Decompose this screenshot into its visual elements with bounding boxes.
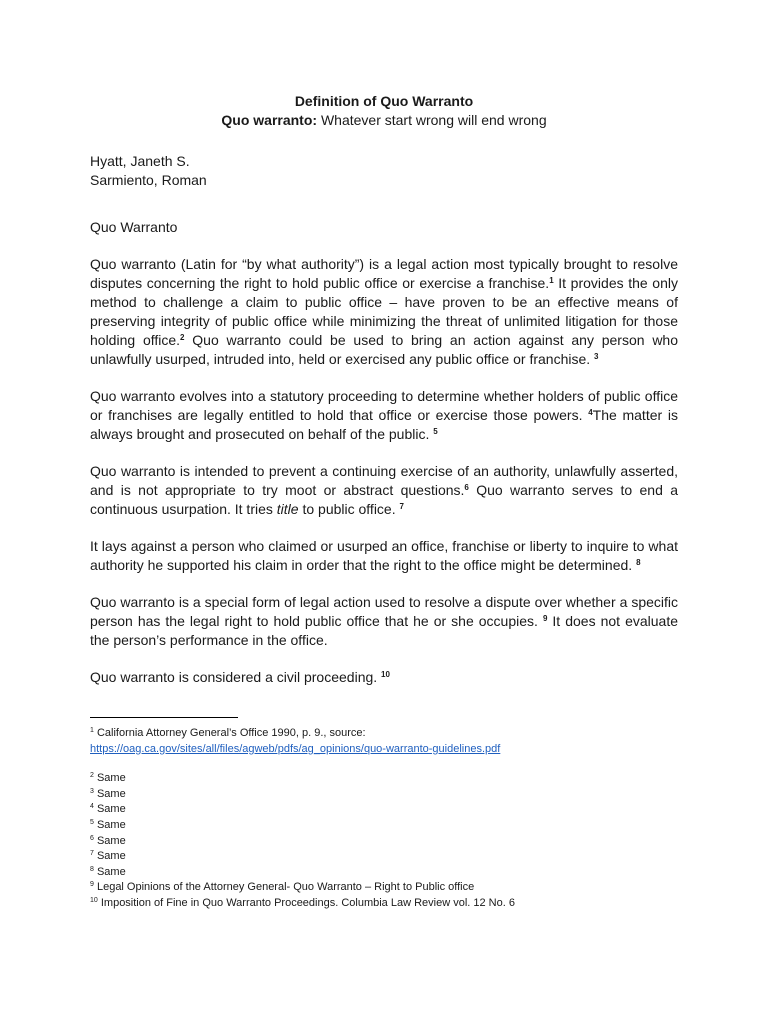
footnote-text: Same bbox=[93, 850, 126, 863]
footnote-ref[interactable]: 4 bbox=[588, 408, 593, 417]
paragraph-civil bbox=[90, 668, 678, 687]
footnote-ref[interactable]: 10 bbox=[381, 670, 390, 679]
footnote-separator bbox=[90, 717, 238, 718]
footnote-gap bbox=[90, 757, 678, 771]
footnote-text: Same bbox=[93, 834, 126, 847]
footnote-7 bbox=[90, 849, 678, 865]
footnote-3 bbox=[90, 787, 678, 803]
footnote-5 bbox=[90, 818, 678, 834]
footnote-ref[interactable]: 3 bbox=[594, 352, 599, 361]
section-heading: Quo Warranto bbox=[90, 219, 178, 235]
footnote-number: 1 bbox=[90, 727, 94, 734]
footnote-text: Imposition of Fine in Quo Warranto Proceedings. Columbia Law Review vol. 12 No. 6 bbox=[97, 896, 515, 909]
footnote-number: 3 bbox=[90, 787, 94, 795]
footnote-10 bbox=[90, 896, 678, 912]
footnote-2 bbox=[90, 771, 678, 787]
paragraph-special-form bbox=[90, 593, 678, 650]
text-run: to public office. bbox=[298, 501, 400, 517]
document-page bbox=[90, 92, 678, 912]
footnote-text: Legal Opinions of the Attorney General- Quo Warranto – Right to Public office bbox=[93, 881, 475, 894]
text-run: It does not evaluate the person’s performance in the office. bbox=[90, 613, 678, 648]
footnote-ref[interactable]: 2 bbox=[180, 333, 185, 342]
text-run: Quo warranto is intended to prevent a continuing exercise of an authority, unlawfully asserted, and is not appropriate to try moot or abstract questions. bbox=[90, 463, 678, 498]
footnote-ref[interactable]: 7 bbox=[399, 502, 404, 511]
text-run: Quo warranto evolves into a statutory proceeding to determine whether holders of public office or franchises are legally entitled to hold that office or exercise those powers. bbox=[90, 388, 678, 423]
footnote-number: 4 bbox=[90, 803, 94, 811]
footnote-text: California Attorney General’s Office 1990, p. 9., source: bbox=[93, 727, 366, 739]
source-link[interactable]: https://oag.ca.gov/sites/all/files/agweb/pdfs/ag_opinions/quo-warranto-guidelines.pdf bbox=[90, 742, 501, 755]
footnote-number: 2 bbox=[90, 772, 94, 780]
text-run: Quo warranto serves to end a continuous usurpation. It tries bbox=[90, 482, 678, 517]
author-name: Sarmiento, Roman bbox=[90, 172, 207, 188]
footnote-text: Same bbox=[93, 787, 126, 800]
text-run: It lays against a person who claimed or usurped an office, franchise or liberty to inquire to what authority he supported his claim in order that the right to the office might be determined. bbox=[90, 538, 678, 573]
paragraph-purpose bbox=[90, 462, 678, 519]
footnote-6 bbox=[90, 834, 678, 850]
footnote-4 bbox=[90, 802, 678, 818]
footnote-number: 6 bbox=[90, 834, 94, 842]
authors bbox=[90, 152, 678, 190]
footnote-number: 7 bbox=[90, 850, 94, 858]
footnote-ref[interactable]: 6 bbox=[464, 483, 469, 492]
text-run: Quo warranto (Latin for “by what authority”) is a legal action most typically brought to resolve disputes concerning the right to hold public office or exercise a franchise. bbox=[90, 256, 678, 291]
title-block bbox=[90, 92, 678, 130]
footnote-number: 10 bbox=[90, 896, 98, 904]
footnote-text: Same bbox=[93, 865, 126, 878]
footnote-8 bbox=[90, 865, 678, 881]
paragraph-statutory bbox=[90, 387, 678, 444]
footnote-ref[interactable]: 8 bbox=[636, 558, 641, 567]
footnote-1-link-line bbox=[90, 742, 678, 758]
footnote-1 bbox=[90, 726, 678, 742]
paragraph-definition bbox=[90, 255, 678, 369]
footnote-text: Same bbox=[93, 803, 126, 816]
footnote-number: 5 bbox=[90, 818, 94, 826]
text-run: It provides the only method to challenge a claim to public office – have proven to be an effective means of preserving integrity of public office while minimizing the threat of unlimited litigation for those holding office. bbox=[90, 275, 678, 348]
document-subtitle bbox=[90, 111, 678, 130]
text-run: Quo warranto is considered a civil proceeding. bbox=[90, 669, 382, 685]
footnote-ref[interactable]: 5 bbox=[433, 427, 438, 436]
footnote-9 bbox=[90, 880, 678, 896]
footnote-number: 9 bbox=[90, 881, 94, 889]
text-run: Quo warranto is a special form of legal action used to resolve a dispute over whether a specific person has the legal right to hold public office that he or she occupies. bbox=[90, 594, 678, 629]
paragraph-against-person bbox=[90, 537, 678, 575]
subtitle-text: Whatever start wrong will end wrong bbox=[317, 112, 547, 128]
footnotes bbox=[90, 726, 678, 912]
footnote-ref[interactable]: 1 bbox=[549, 276, 554, 285]
footnote-text: Same bbox=[93, 818, 126, 831]
footnote-ref[interactable]: 9 bbox=[542, 614, 548, 623]
text-run: Quo warranto could be used to bring an action against any person who unlawfully usurped, intruded into, held or exercised any public office or franchise. bbox=[90, 332, 679, 367]
text-run: The matter is always brought and prosecuted on behalf of the public. bbox=[90, 407, 678, 442]
document-title: Definition of Quo Warranto bbox=[294, 93, 474, 109]
footnote-text: Same bbox=[93, 772, 126, 785]
subtitle-label: Quo warranto: bbox=[221, 112, 318, 128]
footnote-number: 8 bbox=[90, 865, 94, 873]
italic-text: title bbox=[276, 501, 299, 517]
author-name: Hyatt, Janeth S. bbox=[90, 153, 190, 169]
